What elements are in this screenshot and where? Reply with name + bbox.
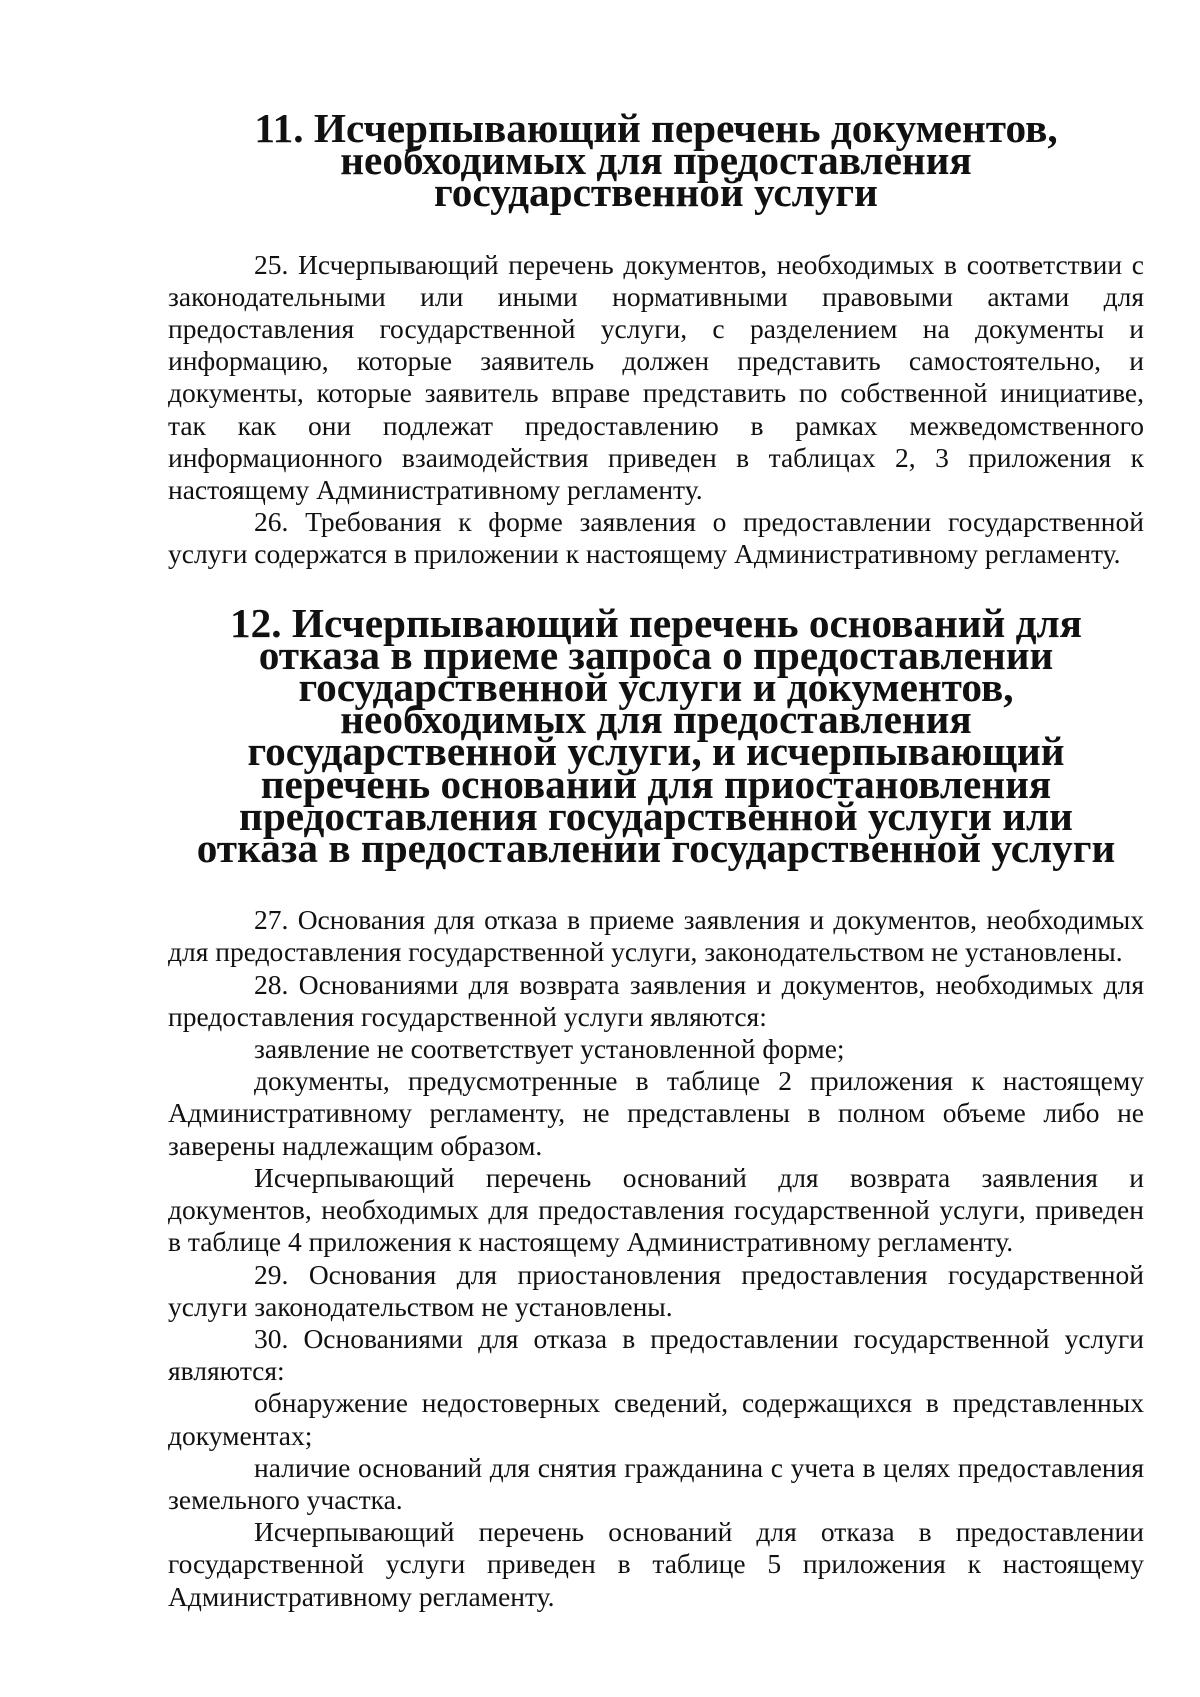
paragraph-26: 26. Требования к форме заявления о предоставлении государственной услуги содержатся в приложении к настоящему Административному регламенту. — [168, 506, 1144, 570]
section-11-heading: 11. Исчерпывающий перечень документов, необходимых для предоставления государственной услуги — [254, 105, 1058, 216]
paragraph-28-summary: Исчерпывающий перечень оснований для возврата заявления и документов, необходимых для предоставления государственной услуги, приведен в таблице 4 приложения к настоящему Административному регламенту. — [168, 1161, 1144, 1258]
paragraph-30-item-2: наличие оснований для снятия гражданина с учета в целях предоставления земельного участка. — [168, 1451, 1144, 1515]
paragraph-30-summary: Исчерпывающий перечень оснований для отказа в предоставлении государственной услуги приведен в таблице 5 приложения к настоящему Административному регламенту. — [168, 1516, 1144, 1612]
section-12-heading: 12. Исчерпывающий перечень оснований для отказа в приеме запроса о предоставлении государственной услуги и документов, необходимых для предоставления государственной услуги, и исчерпывающий перечень оснований для приостановления предоставления государственной услуги или отказа в предоставлении государственной услуги — [196, 599, 1116, 872]
paragraph-29: 29. Основания для приостановления предоставления государственной услуги законодательством не установлены. — [168, 1258, 1144, 1322]
paragraph-27: 27. Основания для отказа в приеме заявления и документов, необходимых для предоставления государственной услуги, законодательством не установлены. — [168, 904, 1144, 968]
paragraph-30: 30. Основаниями для отказа в предоставлении государственной услуги являются: — [168, 1322, 1144, 1387]
paragraph-28-item-2: документы, предусмотренные в таблице 2 приложения к настоящему Административному регламенту, не представлены в полном объеме либо не заверены надлежащим образом. — [168, 1065, 1144, 1161]
paragraph-25: 25. Исчерпывающий перечень документов, необходимых в соответствии с законодательными или иными нормативными правовыми актами для предоставления государственной услуги, с разделением на документы и информацию, которые заявитель должен представить самостоятельно, и документы, которые заявитель вправе представить по собственной инициативе, так как они подлежат предоставлению в рамках межведомственного информационного взаимодействия приведен в таблицах 2, 3 приложения к настоящему Административному регламенту. — [168, 248, 1144, 506]
paragraph-30-item-1: обнаружение недостоверных сведений, содержащихся в представленных документах; — [168, 1387, 1144, 1451]
document-page — [168, 100, 1144, 1613]
paragraph-28: 28. Основаниями для возврата заявления и документов, необходимых для предоставления государственной услуги являются: — [168, 968, 1144, 1032]
paragraph-28-item-1: заявление не соответствует установленной форме; — [254, 1033, 845, 1065]
